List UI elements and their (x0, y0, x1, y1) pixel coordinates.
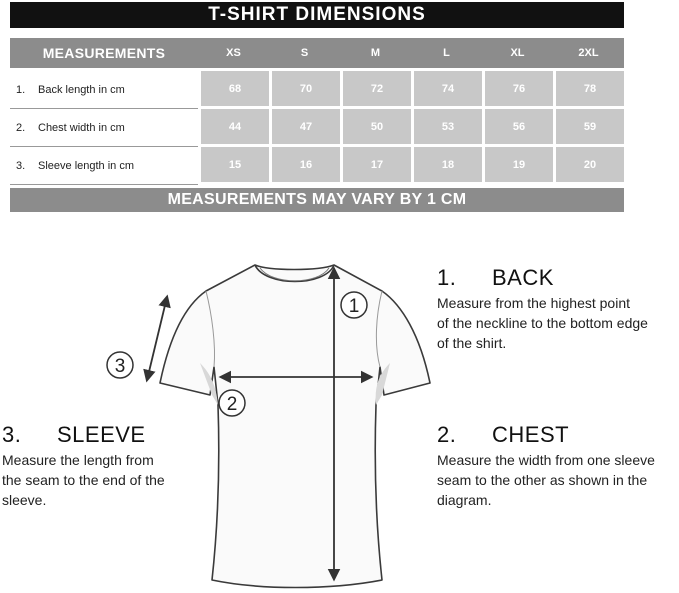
size-header-row (10, 38, 624, 71)
back-line: of the shirt. (437, 335, 507, 351)
table-cell: 56 (482, 109, 553, 147)
size-header-xl: XL (482, 38, 553, 71)
table-cell: 74 (411, 71, 482, 109)
table-row (10, 109, 624, 147)
chest-description (437, 422, 655, 510)
row-label-text: Back length in cm (38, 83, 125, 96)
table-cell: 18 (411, 147, 482, 185)
table-cell: 76 (482, 71, 553, 109)
marker-3 (107, 352, 133, 378)
row-number: 1. (16, 83, 26, 96)
row-number: 2. (16, 121, 26, 134)
sleeve-number: 3. (2, 422, 22, 447)
row-label-text: Sleeve length in cm (38, 159, 134, 172)
table-cell: 19 (482, 147, 553, 185)
marker-1 (341, 292, 367, 318)
sleeve-title: SLEEVE (57, 422, 146, 447)
table-cell: 78 (553, 71, 624, 109)
chest-line: Measure the width from one sleeve (437, 452, 655, 468)
row-label-text: Chest width in cm (38, 121, 125, 134)
table-cell: 15 (198, 147, 269, 185)
size-header-2xl: 2XL (553, 38, 624, 71)
sleeve-line: the seam to the end of the (2, 472, 165, 488)
chest-number: 2. (437, 422, 457, 447)
size-table (10, 38, 624, 185)
table-cell: 44 (198, 109, 269, 147)
table-cell: 20 (553, 147, 624, 185)
back-heading (437, 265, 648, 291)
table-cell: 17 (340, 147, 411, 185)
measurements-header: MEASUREMENTS (10, 38, 198, 71)
table-cell: 47 (269, 109, 340, 147)
row-label (10, 147, 198, 185)
chart-title: T-SHIRT DIMENSIONS (10, 2, 624, 28)
size-header-l: L (411, 38, 482, 71)
table-cell: 68 (198, 71, 269, 109)
marker-2-label: 2 (226, 394, 238, 415)
chest-heading (437, 422, 655, 448)
row-label (10, 71, 198, 109)
marker-2 (219, 390, 245, 416)
table-cell: 72 (340, 71, 411, 109)
row-number: 3. (16, 159, 26, 172)
tshirt-outline (160, 265, 430, 588)
chest-line: diagram. (437, 492, 492, 508)
table-row (10, 71, 624, 109)
table-cell: 16 (269, 147, 340, 185)
back-number: 1. (437, 265, 457, 290)
size-header-xs: XS (198, 38, 269, 71)
marker-3-label: 3 (114, 356, 126, 377)
sleeve-heading (2, 422, 165, 448)
back-title: BACK (492, 265, 554, 290)
back-description (437, 265, 648, 353)
marker-1-label: 1 (348, 296, 360, 317)
chest-line: seam to the other as shown in the (437, 472, 648, 488)
table-cell: 50 (340, 109, 411, 147)
sleeve-line: Measure the length from (2, 452, 154, 468)
table-cell: 59 (553, 109, 624, 147)
size-header-s: S (269, 38, 340, 71)
variance-note: MEASUREMENTS MAY VARY BY 1 CM (10, 188, 624, 212)
back-line: Measure from the highest point (437, 295, 630, 311)
sleeve-line: sleeve. (2, 492, 47, 508)
table-row (10, 147, 624, 185)
back-line: of the neckline to the bottom edge (437, 315, 648, 331)
chest-title: CHEST (492, 422, 570, 447)
sleeve-description (2, 422, 165, 510)
table-cell: 70 (269, 71, 340, 109)
table-cell: 53 (411, 109, 482, 147)
size-header-m: M (340, 38, 411, 71)
row-label (10, 109, 198, 147)
